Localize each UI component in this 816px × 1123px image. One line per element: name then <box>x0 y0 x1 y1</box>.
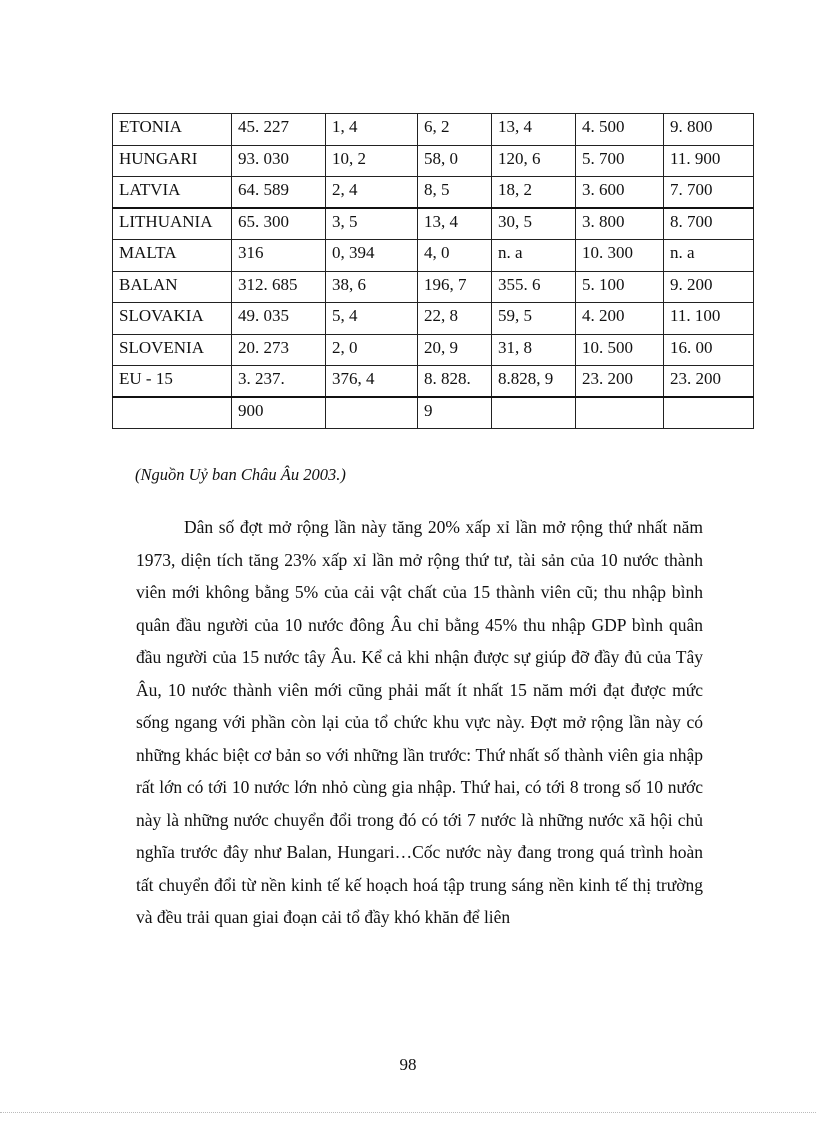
table-cell: 20, 9 <box>418 334 492 366</box>
table-cell: 5. 100 <box>576 271 664 303</box>
table-row <box>113 114 754 146</box>
table-cell-country: EU - 15 <box>113 366 232 398</box>
table-cell: 93. 030 <box>232 145 326 177</box>
table-cell: 3. 800 <box>576 208 664 240</box>
table-cell: 16. 00 <box>664 334 754 366</box>
table-cell: 2, 4 <box>326 177 418 209</box>
table-cell: 3, 5 <box>326 208 418 240</box>
table-row <box>113 145 754 177</box>
table-cell: 8. 700 <box>664 208 754 240</box>
table-cell: 5. 700 <box>576 145 664 177</box>
table-cell: n. a <box>664 240 754 272</box>
table-cell: 23. 200 <box>576 366 664 398</box>
table-row <box>113 240 754 272</box>
table-cell: 22, 8 <box>418 303 492 335</box>
table-cell: 1, 4 <box>326 114 418 146</box>
table-cell: 13, 4 <box>418 208 492 240</box>
table-row <box>113 366 754 398</box>
table-cell: 3. 237. <box>232 366 326 398</box>
table-cell: 4, 0 <box>418 240 492 272</box>
table-cell: 9. 800 <box>664 114 754 146</box>
table-cell-country: SLOVENIA <box>113 334 232 366</box>
source-note: (Nguồn Uỷ ban Châu Âu 2003.) <box>135 465 346 484</box>
table-cell: 8.828, 9 <box>492 366 576 398</box>
table-cell: 6, 2 <box>418 114 492 146</box>
table-cell: n. a <box>492 240 576 272</box>
table-cell: 10. 500 <box>576 334 664 366</box>
table-cell-country: SLOVAKIA <box>113 303 232 335</box>
table-cell: 30, 5 <box>492 208 576 240</box>
table-cell: 316 <box>232 240 326 272</box>
table-cell: 376, 4 <box>326 366 418 398</box>
table-cell: 10. 300 <box>576 240 664 272</box>
table-cell: 64. 589 <box>232 177 326 209</box>
table-row <box>113 271 754 303</box>
table-cell: 11. 100 <box>664 303 754 335</box>
table-row <box>113 303 754 335</box>
table-cell: 5, 4 <box>326 303 418 335</box>
table-cell: 65. 300 <box>232 208 326 240</box>
table-cell: 49. 035 <box>232 303 326 335</box>
table-cell: 9. 200 <box>664 271 754 303</box>
table-row <box>113 334 754 366</box>
page-number: 98 <box>399 1055 417 1074</box>
table-cell-country: LITHUANIA <box>113 208 232 240</box>
table-cell: 900 <box>232 397 326 429</box>
table-cell: 20. 273 <box>232 334 326 366</box>
table-cell: 58, 0 <box>418 145 492 177</box>
table-cell-country: LATVIA <box>113 177 232 209</box>
table-cell: 196, 7 <box>418 271 492 303</box>
table-cell: 120, 6 <box>492 145 576 177</box>
table-cell: 10, 2 <box>326 145 418 177</box>
table-row <box>113 177 754 209</box>
table-cell: 23. 200 <box>664 366 754 398</box>
table-cell: 7. 700 <box>664 177 754 209</box>
table-row <box>113 208 754 240</box>
table-cell-country: ETONIA <box>113 114 232 146</box>
table-cell: 9 <box>418 397 492 429</box>
table-cell: 3. 600 <box>576 177 664 209</box>
table-row <box>113 397 754 429</box>
table-cell: 4. 200 <box>576 303 664 335</box>
table-cell <box>664 397 754 429</box>
body-paragraph <box>136 511 703 934</box>
table-cell-country <box>113 397 232 429</box>
table-cell: 11. 900 <box>664 145 754 177</box>
table-cell: 2, 0 <box>326 334 418 366</box>
table-cell-country: BALAN <box>113 271 232 303</box>
table-cell-country: MALTA <box>113 240 232 272</box>
paragraph-text: Dân số đợt mở rộng lần này tăng 20% xấp xỉ lần mở rộng thứ nhất năm 1973, diện tích tăng 23% xấp xỉ lần mở rộng thứ tư, tài sản của 10 nước thành viên mới không bằng 5% của cải vật chất của 15 thành viên cũ; thu nhập bình quân đầu người của 10 nước đông Âu chỉ bằng 45% thu nhập GDP bình quân đầu người của 15 nước tây Âu. Kể cả khi nhận được sự giúp đỡ đầy đủ của Tây Âu, 10 nước thành viên mới cũng phải mất ít nhất 15 năm mới đạt được mức sống ngang với phần còn lại của tổ chức khu vực này. Đợt mở rộng lần này có những khác biệt cơ bản so với những lần trước: Thứ nhất số thành viên gia nhập rất lớn có tới 10 nước lớn nhỏ cùng gia nhập. Thứ hai, có tới 8 trong số 10 nước này là những nước chuyển đổi trong đó có tới 7 nước là những nước xã hội chủ nghĩa trước đây như Balan, Hungari…Cốc nước này đang trong quá trình hoàn tất chuyển đổi từ nền kinh tế kế hoạch hoá tập trung sáng nền kinh tế thị trường và đều trải quan giai đoạn cải tổ đầy khó khăn để liên <box>136 517 703 927</box>
table-cell: 45. 227 <box>232 114 326 146</box>
table-cell <box>576 397 664 429</box>
table-cell <box>492 397 576 429</box>
statistics-table <box>112 113 754 429</box>
table-cell: 31, 8 <box>492 334 576 366</box>
table-cell: 38, 6 <box>326 271 418 303</box>
table-cell <box>326 397 418 429</box>
table-cell: 8, 5 <box>418 177 492 209</box>
table-cell: 18, 2 <box>492 177 576 209</box>
table-cell-country: HUNGARI <box>113 145 232 177</box>
table-cell: 59, 5 <box>492 303 576 335</box>
table-cell: 0, 394 <box>326 240 418 272</box>
table-cell: 355. 6 <box>492 271 576 303</box>
page-bottom-divider <box>0 1112 816 1113</box>
table-cell: 4. 500 <box>576 114 664 146</box>
table-cell: 312. 685 <box>232 271 326 303</box>
table-cell: 8. 828. <box>418 366 492 398</box>
table-cell: 13, 4 <box>492 114 576 146</box>
